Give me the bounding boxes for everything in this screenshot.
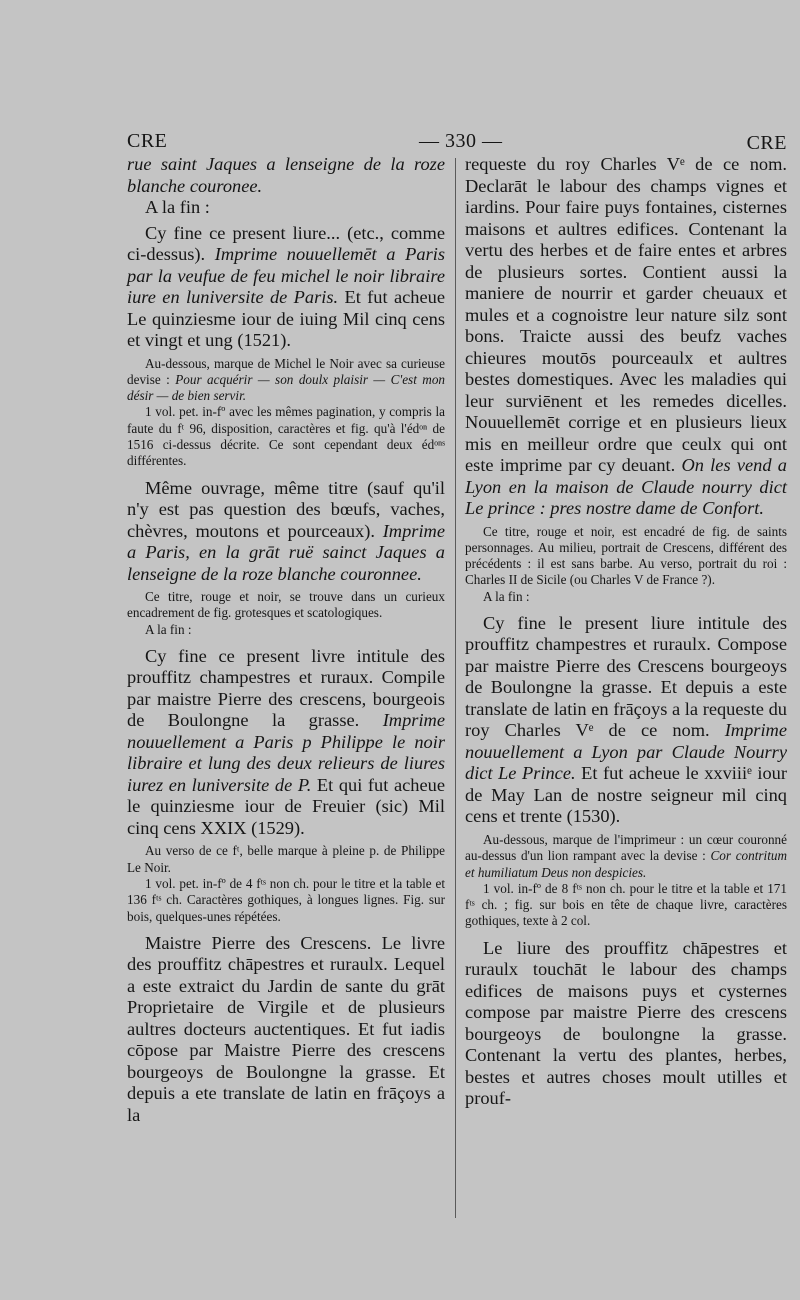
mark-description: Au-dessous, marque de l'imprimeur : un cœur couronné au-dessus d'un lion rampant avec la devise : xyxy=(465,831,787,864)
mark-description: Au-dessous, marque de Michel le Noir avec sa curieuse devise : xyxy=(127,355,445,387)
colophon-date: Et fut acheue le xxviiiᵉ iour de May Lan de nostre seigneur mil cinq cens et trente (1530). xyxy=(465,763,787,827)
mark-motto: Cor contritum et humiliatum Deus non despicies. xyxy=(465,848,787,880)
colophon-text: Cy fine ce present liure... (etc., comme ci-dessus). xyxy=(127,222,445,264)
right-column xyxy=(465,154,787,1110)
colophon-label: A la fin : xyxy=(483,588,530,604)
header-right-term: CRE xyxy=(746,132,787,154)
volume-description: 1 vol. pet. in-fº avec les mêmes pagination, y compris la faute du fᵗ 96, disposition, caractères et fig. qu'à l'édᵒⁿ de 1516 ci-dessus décrite. Ce sont cependant deux édᵒⁿˢ différentes. xyxy=(127,404,445,469)
mark-motto: Pour acquérir — son doulx plaisir — C'est mon désir — de bien servir. xyxy=(127,371,446,404)
title-frame-note: Ce titre, rouge et noir, est encadré de fig. de saints personnages. Au milieu, portrait de Crescens, différent des précédents : il est sans barbe. Au verso, portrait du roi : Charles II de Sicile (ou Charles V de France ?). xyxy=(465,523,787,588)
left-column xyxy=(127,154,445,1126)
page-number: — 330 — xyxy=(419,130,503,152)
colophon-text: Cy fine ce present livre intitule des prouffitz champestres et ruraux. Compile par maistre Pierre des crescens, bourgeois de Boulongne la grasse. xyxy=(127,645,445,731)
entry-title: Maistre Pierre des Crescens. Le livre des prouffitz chāpestres et ruraulx. Lequel a este extraict du Jardin de sante du grāt Proprietaire de Virgile et de plusieurs aultres docteurs auctentiques. Et fut iadis cōpose par Maistre Pierre des crescens bourgeoys de Boulongne la grasse. Et depuis a ete translate de latin en frāçoys a la xyxy=(127,932,445,1125)
colophon-imprint: Imprime nouuellement a Paris p Philippe le noir libraire et lung des deux relieurs de liures iurez en luniversite de P. xyxy=(127,710,445,795)
title-continuation: rue saint Jaques a lenseigne de la roze blanche couronee. xyxy=(127,154,445,196)
colophon-date: Et fut acheue Le quinziesme iour de iuing Mil cinq cens et vingt et ung (1521). xyxy=(127,287,445,350)
entry-imprint: Imprime a Paris, en la grāt ruë sainct Jaques a lenseigne de la roze blanche couronnee. xyxy=(127,520,445,584)
entry-imprint: On les vend a Lyon en la maison de Claude nourry dict Le prince : pres nostre dame de Confort. xyxy=(465,455,787,518)
printer-mark-note xyxy=(127,356,445,405)
entry-same-work xyxy=(127,478,445,586)
colophon-imprint: Imprime nouuellement a Lyon par Claude Nourry dict Le Prince. xyxy=(465,720,787,784)
header-left-term: CRE xyxy=(127,130,168,152)
printer-mark-note xyxy=(465,832,787,881)
entry-continuation xyxy=(465,154,787,520)
colophon-1530 xyxy=(465,613,787,828)
volume-description: 1 vol. in-fº de 8 fᵗˢ non ch. pour le titre et la table et 171 fᵗˢ ch. ; fig. sur bois en tête de chaque livre, caractères gothiques, texte à 2 col. xyxy=(465,880,787,929)
colophon-1521 xyxy=(127,223,445,352)
colophon-imprint: Imprime nouuellemēt a Paris par la veufue de feu michel le noir libraire iure en luniversite de Paris. xyxy=(127,244,445,307)
column-divider xyxy=(455,158,456,1218)
colophon-1529 xyxy=(127,646,445,840)
colophon-label: A la fin : xyxy=(145,621,192,637)
entry-text: requeste du roy Charles Vᵉ de ce nom. Declarāt le labour des champs vignes et iardins. Pour faire puys fontaines, cisternes maisons et aultres edifices. Contenant la vertu des herbes et de faire entes et arbres de plusieurs sortes. Contient aussi la maniere de nourrir et garder cheuaux et mules et a cognoistre leur nature silz sont bons. Traicte aussi des beufz vaches chieures moutōs pourceaulx et aultres bestes domestiques. Avec les maladies qui leur surviēnent et les remedes dicelles. Nouuellemēt corrige et en plusieurs lieux mis en meilleur ordre que ceulx qui ont este imprime par cy deuant. xyxy=(465,154,787,475)
verso-note: Au verso de ce fᵗ, belle marque à pleine p. de Philippe Le Noir. xyxy=(127,843,445,875)
colophon-label: A la fin : xyxy=(145,197,210,217)
title-frame-note: Ce titre, rouge et noir, se trouve dans un curieux encadrement de fig. grotesques et scatologiques. xyxy=(127,589,445,621)
running-header xyxy=(127,128,787,156)
entry-title: Le liure des prouffitz chāpestres et ruraulx touchāt le labour des champs edifices de maisons puys et cysternes compose par maistre Pierre des crescens bourgeoys de boulongne la grasse. Contenant la vertu des plantes, herbes, bestes et autres choses moult utilles et prouf- xyxy=(465,937,787,1109)
volume-description: 1 vol. pet. in-fº de 4 fᵗˢ non ch. pour le titre et la table et 136 fᵗˢ ch. Caractères gothiques, à longues lignes. Fig. sur bois, quelques-unes répétées. xyxy=(127,876,445,924)
entry-text: Même ouvrage, même titre (sauf qu'il n'y est pas question des bœufs, vaches, chèvres, moutons et pourceaux). xyxy=(127,477,445,541)
colophon-date: Et qui fut acheue le quinziesme iour de Freuier (sic) Mil cinq cens XXIX (1529). xyxy=(127,774,445,838)
colophon-text: Cy fine le present liure intitule des prouffitz champestres et ruraulx. Compose par maistre Pierre des Crescens bourgeoys de Boulongne la grasse. Et depuis a este translate de latin en frāçoys a la requeste du roy Charles Vᵉ de ce nom. xyxy=(465,612,787,741)
